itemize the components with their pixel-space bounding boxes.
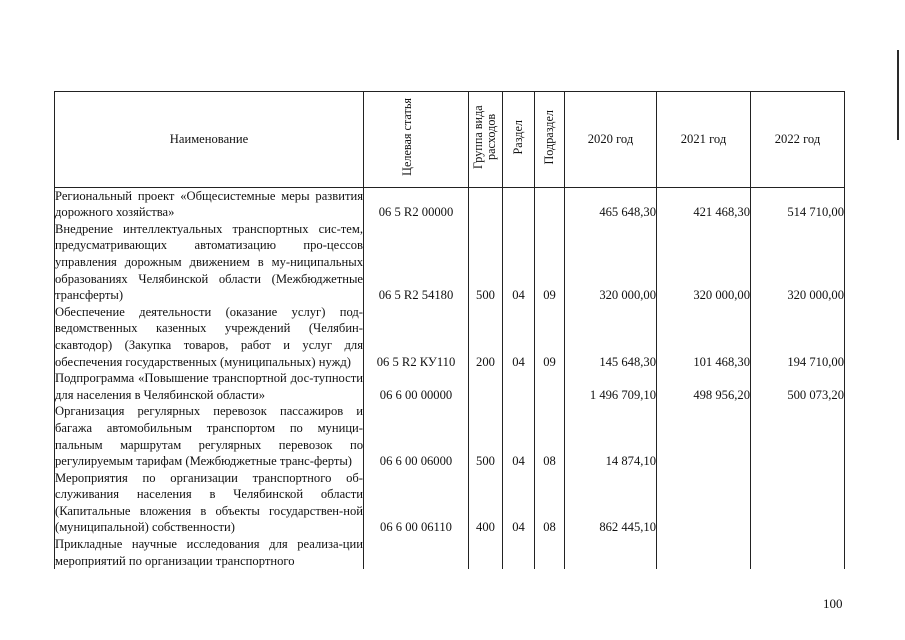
row-expense-group: 500: [469, 221, 503, 304]
row-expense-group: 200: [469, 304, 503, 370]
row-target-item: 06 5 R2 КУ110: [364, 304, 469, 370]
row-name: Организация регулярных перевозок пассажиров и багажа автомобильным транспортом по муници-пальным маршрутам регулярных перевозок по регулируемым тарифам (Межбюджетные транс-ферты): [55, 404, 363, 469]
row-amount-2021: 421 468,30: [657, 187, 751, 221]
table-row: [55, 403, 845, 469]
header-year-2020: 2020 год: [565, 92, 657, 188]
row-section: [503, 187, 535, 221]
row-name: Обеспечение деятельности (оказание услуг) под-ведомственных казенных учреждений (Челябин-скавтодор) (Закупка товаров, работ и услуг для обеспечения государственных (муниципальных) нужд): [55, 304, 363, 369]
row-amount-2020: 145 648,30: [565, 304, 657, 370]
row-section: 04: [503, 304, 535, 370]
row-expense-group: [469, 536, 503, 569]
row-amount-2020: 465 648,30: [565, 187, 657, 221]
row-target-item: 06 6 00 06110: [364, 470, 469, 536]
row-amount-2021: 320 000,00: [657, 221, 751, 304]
table-row: [55, 370, 845, 403]
row-amount-2021: 498 956,20: [657, 370, 751, 403]
row-subsection: [535, 536, 565, 569]
header-row: [55, 92, 845, 188]
row-amount-2020: [565, 536, 657, 569]
row-target-item: [364, 536, 469, 569]
header-expense-group: Группа вида расходов: [469, 92, 503, 188]
row-amount-2020: 862 445,10: [565, 470, 657, 536]
row-target-item: 06 6 00 06000: [364, 403, 469, 469]
table-row: [55, 470, 845, 536]
row-amount-2021: [657, 470, 751, 536]
row-subsection: [535, 370, 565, 403]
header-section: Раздел: [503, 92, 535, 188]
row-expense-group: 500: [469, 403, 503, 469]
row-expense-group: [469, 370, 503, 403]
row-amount-2022: [751, 536, 845, 569]
budget-table: [54, 91, 845, 569]
header-year-2022: 2022 год: [751, 92, 845, 188]
header-target-item: Целевая статья: [364, 92, 469, 188]
row-amount-2021: [657, 403, 751, 469]
header-subsection: Подраздел: [535, 92, 565, 188]
table-row: [55, 221, 845, 304]
page-edge-mark: [897, 50, 899, 140]
row-section: [503, 370, 535, 403]
table-row: [55, 536, 845, 569]
table-row: [55, 304, 845, 370]
row-amount-2021: 101 468,30: [657, 304, 751, 370]
row-name: Подпрограмма «Повышение транспортной дос-тупности для населения в Челябинской области»: [55, 371, 363, 402]
row-expense-group: 400: [469, 470, 503, 536]
row-expense-group: [469, 187, 503, 221]
row-target-item: 06 5 R2 54180: [364, 221, 469, 304]
row-section: 04: [503, 221, 535, 304]
row-amount-2022: 514 710,00: [751, 187, 845, 221]
row-name: Мероприятия по организации транспортного об-служивания населения в Челябинской области (Капитальные вложения в объекты государствен-ной (муниципальной) собственности): [55, 470, 363, 535]
row-amount-2020: 14 874,10: [565, 403, 657, 469]
row-section: 04: [503, 470, 535, 536]
table-row: [55, 187, 845, 221]
row-subsection: 08: [535, 470, 565, 536]
row-subsection: 09: [535, 221, 565, 304]
row-target-item: 06 6 00 00000: [364, 370, 469, 403]
row-amount-2020: 1 496 709,10: [565, 370, 657, 403]
row-target-item: 06 5 R2 00000: [364, 187, 469, 221]
row-amount-2022: [751, 403, 845, 469]
row-subsection: [535, 187, 565, 221]
row-amount-2020: 320 000,00: [565, 221, 657, 304]
row-subsection: 08: [535, 403, 565, 469]
header-year-2021: 2021 год: [657, 92, 751, 188]
row-amount-2022: 320 000,00: [751, 221, 845, 304]
row-amount-2021: [657, 536, 751, 569]
row-amount-2022: [751, 470, 845, 536]
row-subsection: 09: [535, 304, 565, 370]
row-amount-2022: 500 073,20: [751, 370, 845, 403]
row-section: 04: [503, 403, 535, 469]
row-section: [503, 536, 535, 569]
header-name: Наименование: [55, 92, 364, 188]
row-amount-2022: 194 710,00: [751, 304, 845, 370]
row-name: Региональный проект «Общесистемные меры развития дорожного хозяйства»: [55, 188, 363, 220]
row-name: Прикладные научные исследования для реализа-ции мероприятий по организации транспортного: [55, 537, 363, 568]
page-number: 100: [823, 596, 843, 611]
row-name: Внедрение интеллектуальных транспортных сис-тем, предусматривающих автоматизацию про-цессов управления дорожным движением в му-ниципальных образованиях Челябинской области (Межбюджетные трансферты): [55, 221, 363, 303]
